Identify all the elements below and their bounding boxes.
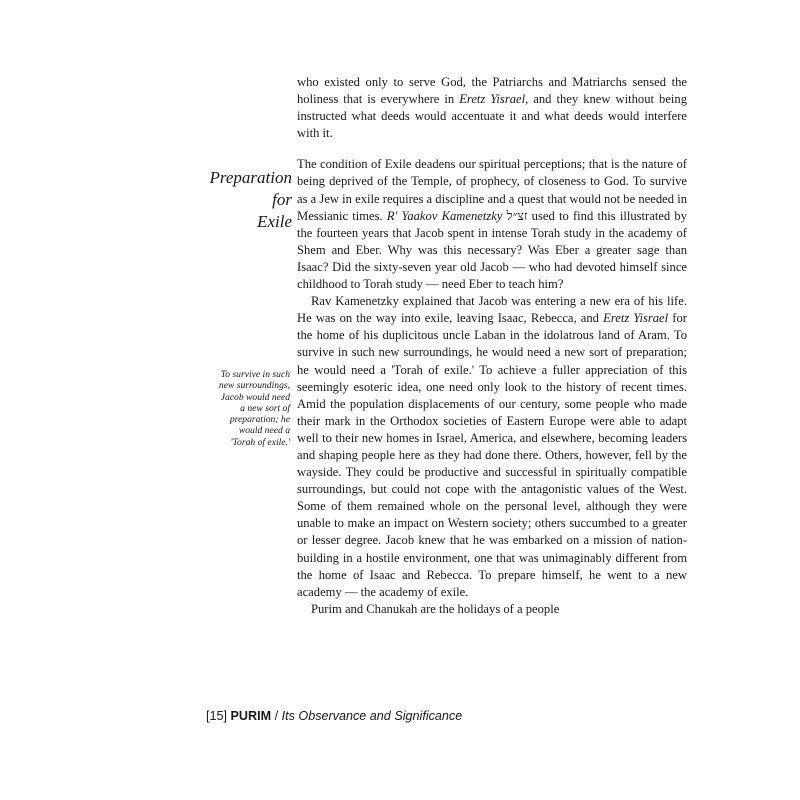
title-separator: / (271, 709, 282, 723)
pull-quote-line: a new sort of (240, 402, 290, 414)
pull-quote-line: preparation; he (229, 414, 290, 426)
paragraph-kamenetzky (297, 293, 687, 601)
pull-quote-line: Jacob would need (220, 391, 290, 403)
pull-quote-line: would need a (238, 425, 290, 437)
margin-pull-quote (205, 369, 290, 448)
italic-term: Eretz Yisrael (459, 92, 526, 107)
paragraph-purim (297, 601, 687, 618)
running-footer (206, 709, 462, 723)
text-run: The condition of Exile deadens our spiritual perceptions; that is the nature of being deprived of the Temple, of prophecy, of closeness to God. To survive as a Jew in exile requires a discipline and a quest that would not be needed in Messianic times. (297, 157, 687, 223)
pull-quote-line: To survive in such (220, 369, 290, 380)
pull-quote-line: 'Torah of exile.' (230, 436, 290, 448)
section-heading-line1: Preparation (209, 168, 292, 187)
text-run: for the home of his duplicitous uncle Laban in the idolatrous land of Aram. To survive in such new surroundings, he would need a new sort of preparation; he would need a 'Torah of exile.' To achieve a fuller appreciation of this seemingly esoteric idea, one need only look to the history of recent times. Amid the population displacements of our century, some people who made their mark in the Orthodox societies of Eastern Europe were able to adapt well to their new homes in Israel, America, and elsewhere, becoming leaders and shaping people here as they had done there. Others, however, fell by the wayside. They could be productive and successful in spiritually compatible surroundings, but could not cope with the antagonistic values of the West. Some of them remained whole on the personal level, although they were unable to make an impact on Western society; others succumbed to a greater or lesser degree. Jacob knew that he was embarked on a mission of nation-building in a hostile environment, one that was unimaginably different from the home of Isaac and Rebecca. To prepare himself, he went to a new academy — the academy of exile. (297, 311, 687, 599)
page-number: [15] (206, 709, 228, 723)
paragraph-exile (297, 156, 687, 293)
italic-name: R' Yaakov Kamenetzky (386, 208, 503, 223)
section-heading-line2: for (272, 190, 292, 209)
book-title: PURIM (230, 709, 272, 723)
pull-quote-line: new surroundings, (218, 380, 290, 392)
text-run: who existed only to serve God, the Patriarchs and Matriarchs sensed the holiness that is everywhere in (297, 75, 687, 107)
book-subtitle: Its Observance and Significance (281, 709, 463, 723)
section-heading-line3: Exile (257, 212, 292, 231)
italic-term: Eretz Yisrael (603, 311, 669, 326)
text-run: Rav Kamenetzky explained that Jacob was entering a new era of his life. He was on the way into exile, leaving Isaac, Rebecca, and (297, 294, 687, 326)
text-run: זצ״ל used to find this illustrated by the fourteen years that Jacob spent in intense Torah study in the academy of Shem and Eber. Why was this necessary? Was Eber a greater sage than Isaac? Did the sixty-seven year old Jacob — who had devoted himself since childhood to Torah study — need Eber to teach him? (297, 208, 687, 292)
body-text (297, 74, 687, 618)
text-run: , and they knew without being instructed what deeds would accentuate it and what deeds would interfere with it. (297, 92, 687, 141)
paragraph-continuation (297, 74, 687, 142)
text-run: Purim and Chanukah are the holidays of a people (311, 601, 560, 616)
section-heading (200, 167, 292, 233)
